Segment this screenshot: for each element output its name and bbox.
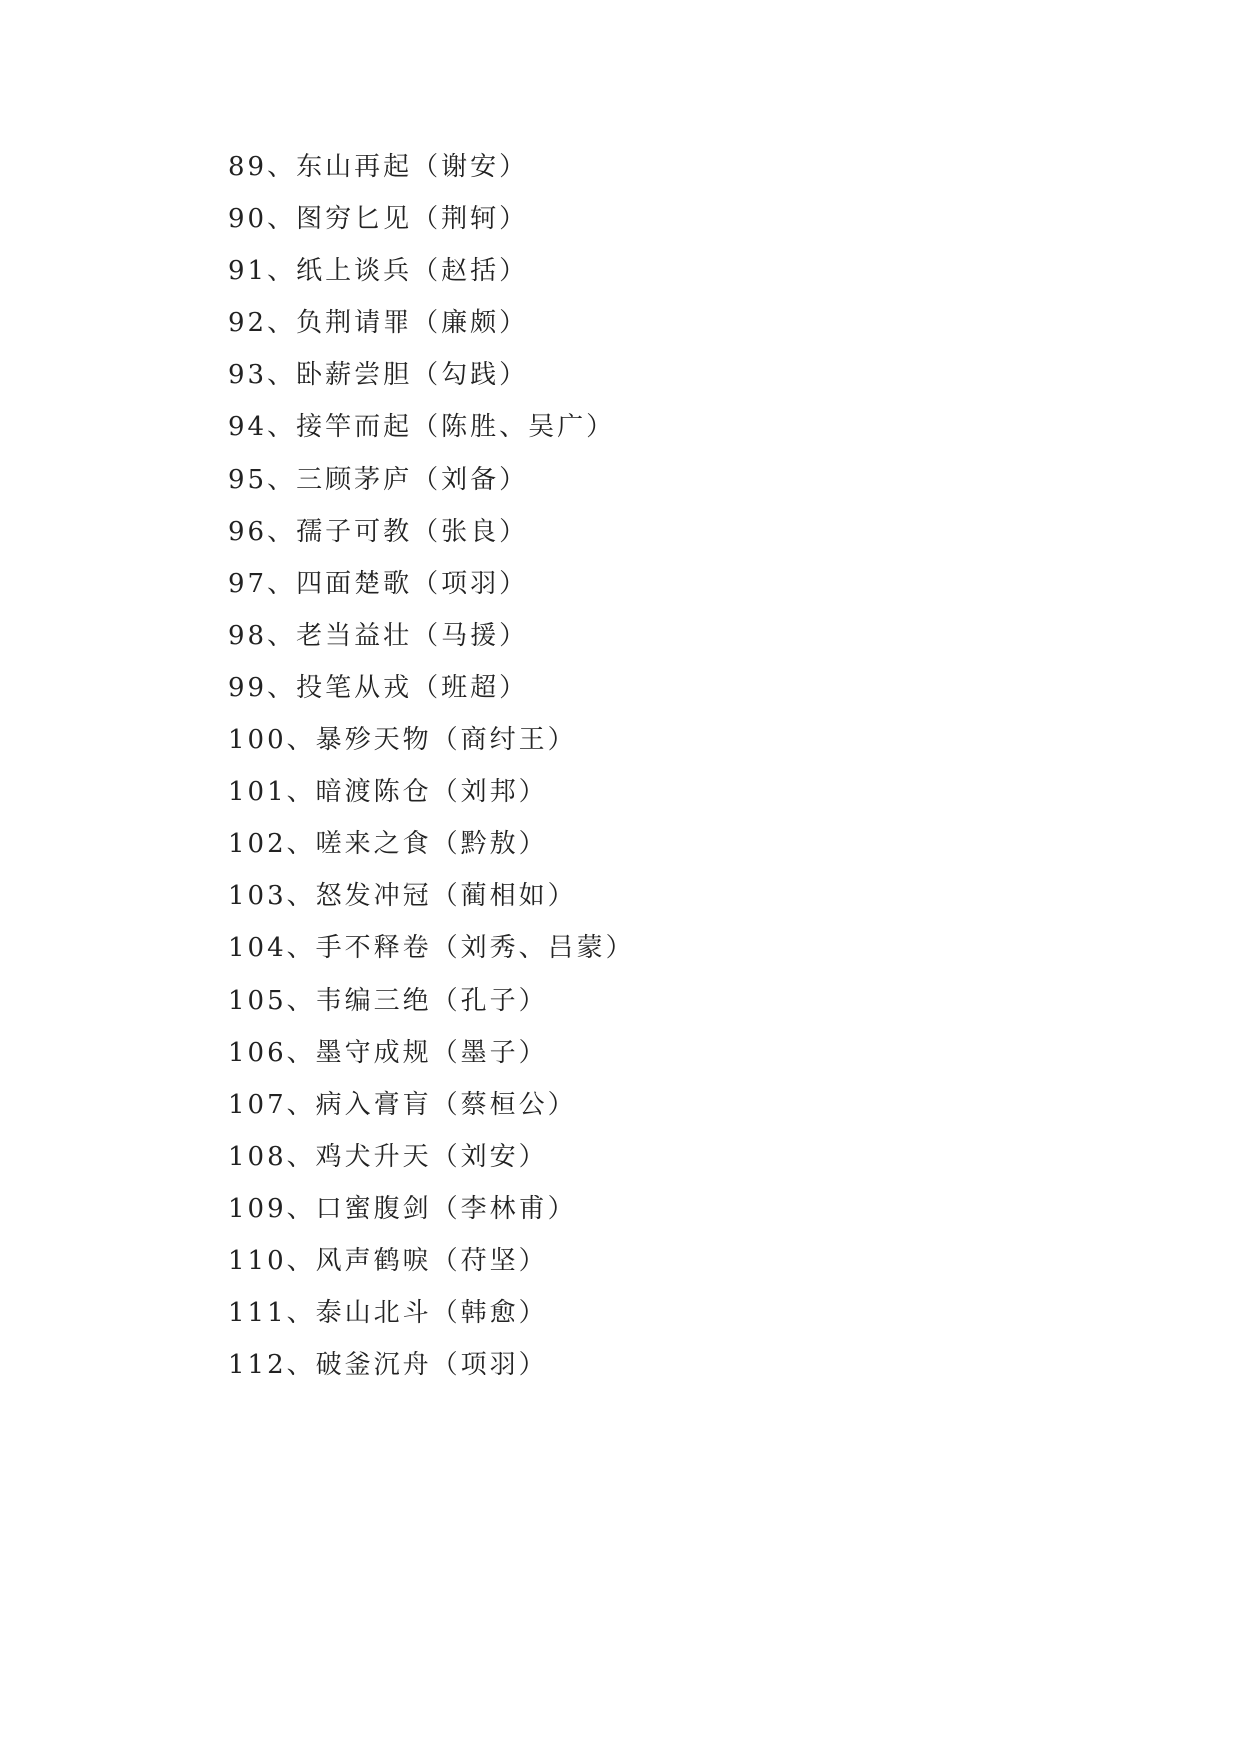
list-item: 102、嗟来之食（黔敖） xyxy=(228,829,548,860)
list-item: 90、图穷匕见（荆轲） xyxy=(228,204,529,235)
list-item: 89、东山再起（谢安） xyxy=(228,152,529,182)
list-item: 103、怒发冲冠（蔺相如） xyxy=(228,881,577,912)
list-item: 91、纸上谈兵（赵括） xyxy=(228,256,529,287)
list-item: 109、口蜜腹剑（李林甫） xyxy=(228,1193,577,1224)
list-item: 104、手不释卷（刘秀、吕蒙） xyxy=(228,933,635,964)
idiom-list xyxy=(228,141,1128,1391)
list-item: 100、暴殄天物（商纣王） xyxy=(228,725,577,756)
list-item: 111、泰山北斗（韩愈） xyxy=(228,1298,548,1329)
list-item: 97、四面楚歌（项羽） xyxy=(228,568,529,599)
list-item: 108、鸡犬升天（刘安） xyxy=(228,1141,548,1172)
list-item: 92、负荆请罪（廉颇） xyxy=(228,308,529,339)
list-item: 105、韦编三绝（孔子） xyxy=(228,985,548,1016)
list-item: 110、风声鹤唳（苻坚） xyxy=(228,1245,548,1276)
list-item: 99、投笔从戎（班超） xyxy=(228,672,529,703)
list-item: 95、三顾茅庐（刘备） xyxy=(228,464,529,495)
list-item: 96、孺子可教（张良） xyxy=(228,516,529,547)
list-item: 98、老当益壮（马援） xyxy=(228,620,529,651)
list-item: 107、病入膏肓（蔡桓公） xyxy=(228,1089,577,1120)
list-item: 94、接竿而起（陈胜、吴广） xyxy=(228,412,616,443)
list-item: 93、卧薪尝胆（勾践） xyxy=(228,360,529,391)
list-item: 101、暗渡陈仓（刘邦） xyxy=(228,777,548,808)
list-item: 106、墨守成规（墨子） xyxy=(228,1037,548,1068)
list-item: 112、破釜沉舟（项羽） xyxy=(228,1350,548,1381)
